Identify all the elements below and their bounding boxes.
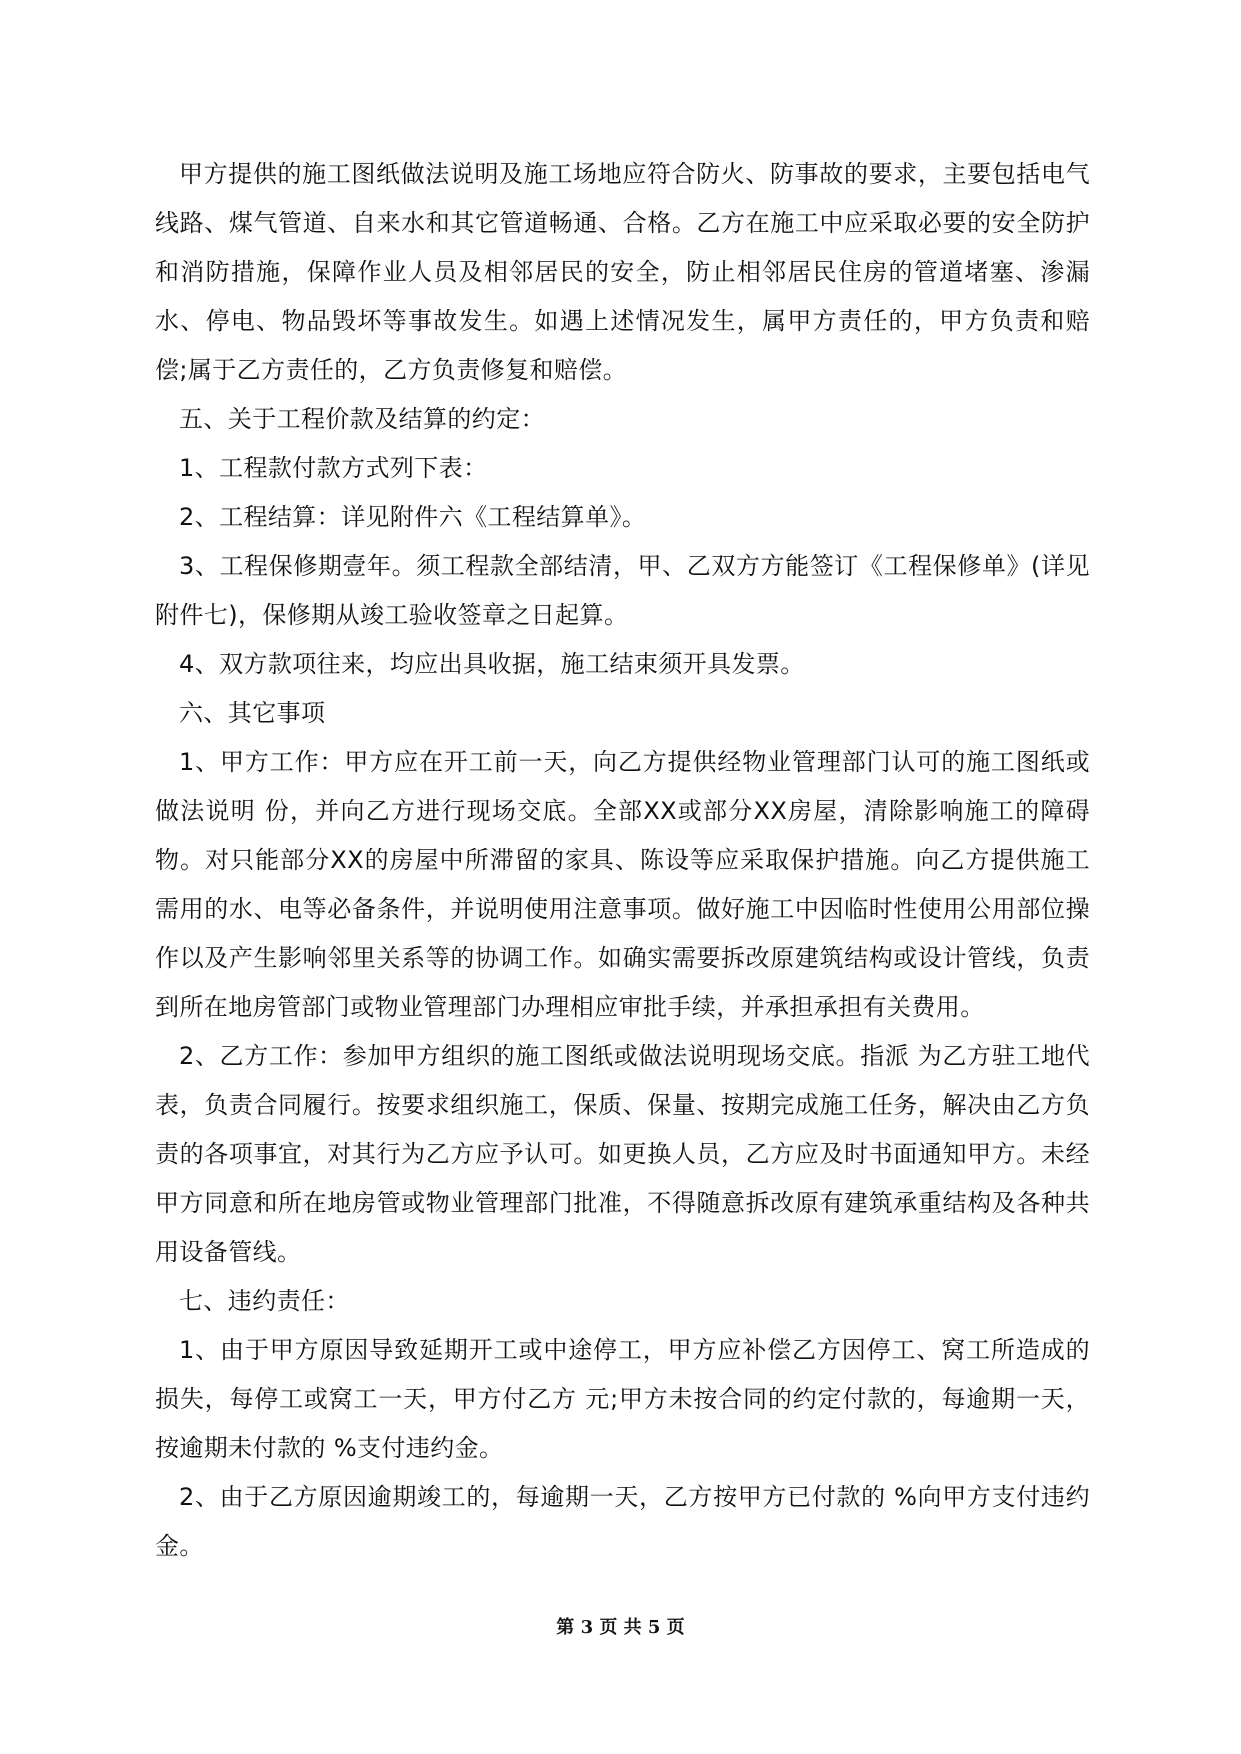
paragraph-warranty: 3、工程保修期壹年。须工程款全部结清，甲、乙双方方能签订《工程保修单》(详见附件七)，保修期从竣工验收签章之日起算。 (155, 552, 1090, 629)
document-body (155, 150, 1090, 1571)
paragraph-party-b-work: 2、乙方工作：参加甲方组织的施工图纸或做法说明现场交底。指派 为乙方驻工地代表，负责合同履行。按要求组织施工，保质、保量、按期完成施工任务，解决由乙方负责的各项事宜，对其行为乙方应予认可。如更换人员，乙方应及时书面通知甲方。未经甲方同意和所在地房管或物业管理部门批准，不得随意拆改原有建筑承重结构及各种共用设备管线。 (155, 1042, 1090, 1266)
paragraph-party-a-breach: 1、由于甲方原因导致延期开工或中途停工，甲方应补偿乙方因停工、窝工所造成的损失，每停工或窝工一天，甲方付乙方 元;甲方未按合同的约定付款的，每逾期一天，按逾期未付款的 %支付违约金。 (155, 1336, 1090, 1462)
paragraph-safety-requirements: 甲方提供的施工图纸做法说明及施工场地应符合防火、防事故的要求，主要包括电气线路、煤气管道、自来水和其它管道畅通、合格。乙方在施工中应采取必要的安全防护和消防措施，保障作业人员及相邻居民的安全，防止相邻居民住房的管道堵塞、渗漏水、停电、物品毁坏等事故发生。如遇上述情况发生，属甲方责任的，甲方负责和赔偿;属于乙方责任的，乙方负责修复和赔偿。 (155, 160, 1090, 384)
paragraph-party-a-work: 1、甲方工作：甲方应在开工前一天，向乙方提供经物业管理部门认可的施工图纸或做法说明 份，并向乙方进行现场交底。全部XX或部分XX房屋，清除影响施工的障碍物。对只能部分XX的房屋中所滞留的家具、陈设等应采取保护措施。向乙方提供施工需用的水、电等必备条件，并说明使用注意事项。做好施工中因临时性使用公用部位操作以及产生影响邻里关系等的协调工作。如确实需要拆改原建筑结构或设计管线，负责到所在地房管部门或物业管理部门办理相应审批手续，并承担承担有关费用。 (155, 748, 1090, 1021)
paragraph-party-b-breach: 2、由于乙方原因逾期竣工的，每逾期一天，乙方按甲方已付款的 %向甲方支付违约金。 (155, 1483, 1090, 1560)
heading-section-seven: 七、违约责任： (179, 1287, 350, 1315)
page-number-footer: 第 3 页 共 5 页 (556, 1617, 685, 1638)
paragraph-receipts: 4、双方款项往来，均应出具收据，施工结束须开具发票。 (179, 650, 805, 678)
paragraph-payment-method: 1、工程款付款方式列下表： (179, 454, 488, 482)
paragraph-settlement: 2、工程结算：详见附件六《工程结算单》。 (179, 503, 647, 531)
heading-section-six: 六、其它事项 (179, 699, 326, 727)
heading-section-five: 五、关于工程价款及结算的约定： (179, 405, 545, 433)
